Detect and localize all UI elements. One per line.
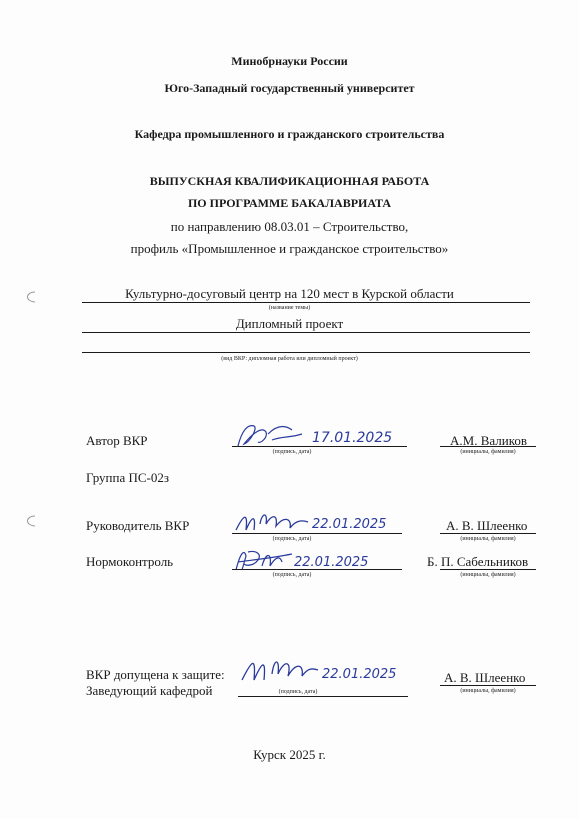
supervisor-sign-line: [232, 533, 402, 534]
work-type-value: Дипломный проект: [235, 316, 344, 331]
city-year: Курск 2025 г.: [253, 747, 326, 762]
admission-name-line: [440, 685, 536, 686]
work-type-underline: [82, 332, 530, 333]
supervisor-name: А. В. Шлеенко: [446, 518, 528, 533]
work-type-underline-2: [82, 352, 530, 353]
work-type-caption: (вид ВКР: дипломная работа или дипломный проект): [221, 356, 358, 362]
supervisor-name-line: [440, 533, 536, 534]
supervisor-sign-caption: (подпись, дата): [272, 536, 312, 542]
normcontrol-label: Нормоконтроль: [86, 554, 174, 569]
program-title: ПО ПРОГРАММЕ БАКАЛАВРИАТА: [187, 196, 392, 210]
author-sign-caption: (подпись, дата): [272, 449, 312, 455]
author-name-caption: (инициалы, фамилия): [460, 449, 516, 455]
admission-sign-caption: (подпись, дата): [278, 689, 318, 695]
normcontrol-date-handwritten: 22.01.2025: [294, 555, 369, 570]
department-name: Кафедра промышленного и гражданского строительства: [134, 127, 445, 141]
direction-text: по направлению 08.03.01 – Строительство,: [170, 219, 409, 234]
author-name-line: [440, 446, 536, 447]
topic-caption: (название темы): [268, 305, 311, 311]
topic-value: Культурно-досуговый центр на 120 мест в Курской области: [125, 286, 454, 301]
admission-sign-line: [238, 696, 408, 697]
author-name: А.М. Валиков: [450, 433, 527, 448]
author-date-handwritten: 17.01.2025: [312, 430, 393, 446]
work-title: ВЫПУСКНАЯ КВАЛИФИКАЦИОННАЯ РАБОТА: [149, 174, 430, 188]
supervisor-label: Руководитель ВКР: [86, 518, 190, 533]
ministry-name: Минобрнауки России: [231, 54, 348, 68]
author-signature: [232, 420, 407, 452]
admission-name: А. В. Шлеенко: [444, 670, 526, 685]
admission-name-caption: (инициалы, фамилия): [460, 688, 516, 694]
normcontrol-name-caption: (инициалы, фамилия): [460, 572, 516, 578]
normcontrol-name-line: [440, 569, 536, 570]
admission-label: ВКР допущена к защите:: [86, 667, 225, 682]
supervisor-name-caption: (инициалы, фамилия): [460, 536, 516, 542]
topic-underline: [82, 302, 530, 303]
admission-date-handwritten: 22.01.2025: [322, 667, 397, 682]
head-of-department-label: Заведующий кафедрой: [86, 683, 213, 698]
normcontrol-name: Б. П. Сабельников: [427, 554, 529, 569]
supervisor-date-handwritten: 22.01.2025: [312, 517, 387, 532]
normcontrol-sign-line: [232, 569, 402, 570]
admission-signature: [238, 650, 413, 690]
university-name: Юго-Западный государственный университет: [164, 81, 415, 95]
author-sign-line: [232, 446, 407, 447]
group-label: Группа ПС-02з: [86, 470, 169, 485]
punch-hole-mark: [22, 514, 38, 533]
normcontrol-sign-caption: (подпись, дата): [272, 572, 312, 578]
author-label: Автор ВКР: [86, 433, 148, 448]
profile-text: профиль «Промышленное и гражданское строительство»: [130, 241, 449, 256]
